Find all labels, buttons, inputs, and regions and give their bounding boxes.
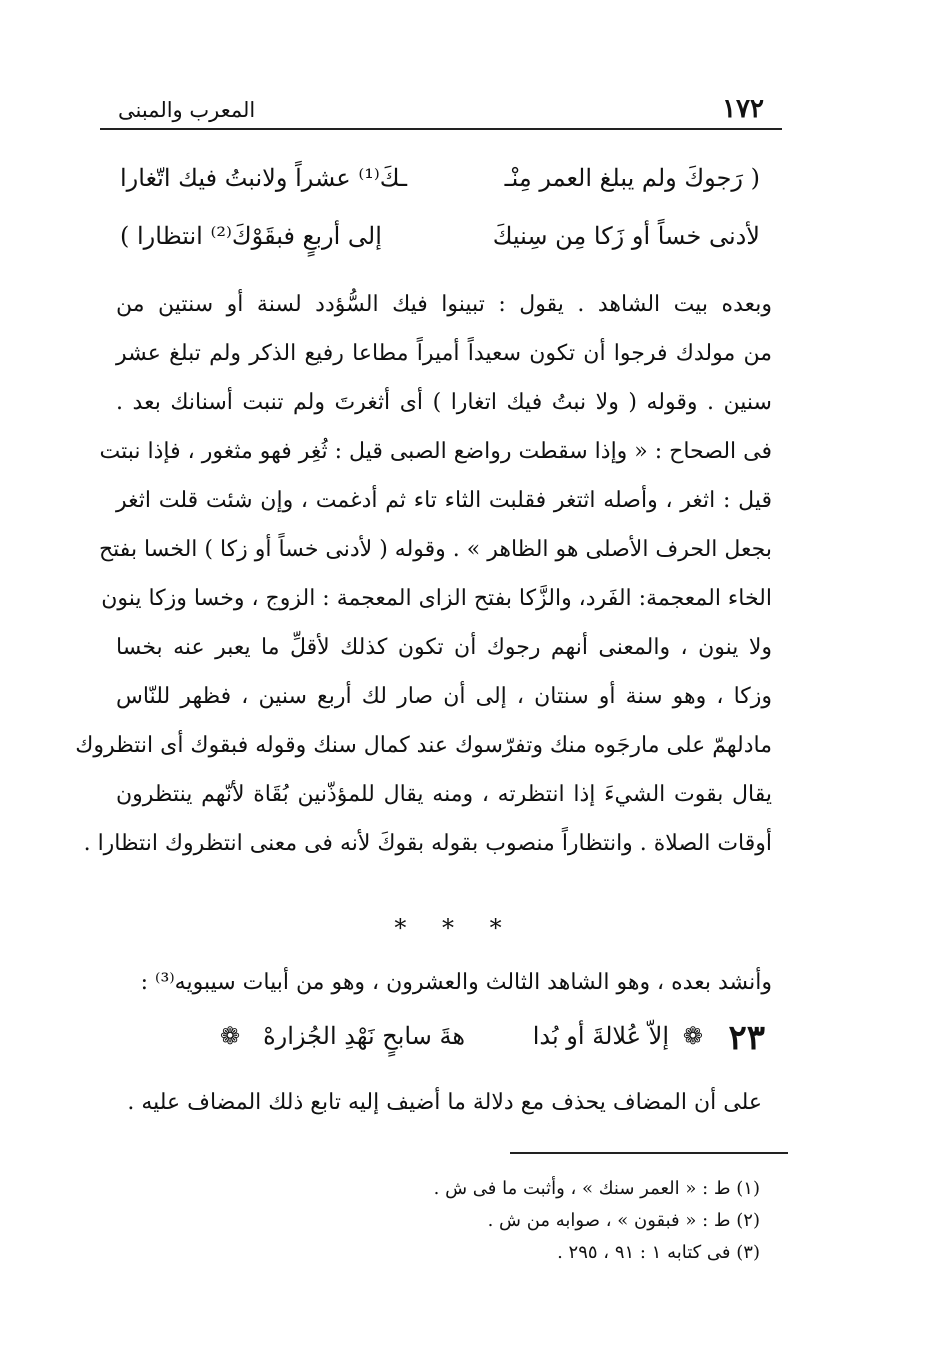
- footnote: (١) ط : « العمر سنك » ، وأثبت ما فى ش .: [433, 1178, 760, 1199]
- commentary-line: ولا ينون ، والمعنى أنهم رجوك أن تكون كذلك لأقلِّ ما يعبر عنه بخسا: [116, 635, 772, 660]
- footnote: (٢) ط : « فبقون » ، صوابه من ش .: [487, 1210, 760, 1231]
- commentary-line: يقال بقوت الشيءَ إذا انتظرته ، ومنه يقال للمؤذّنين بُقَاة لأنّهم ينتظرون: [116, 782, 772, 807]
- commentary-line: من مولدك فرجوا أن تكون سعيداً أميراً مطاعا رفيع الذكر ولم تبلغ عشر: [116, 341, 772, 366]
- commentary-line: الخاء المعجمة: الفَرد، والزَّكا بفتح الزاى المعجمة : الزوج ، وخسا وزكا ينون: [101, 586, 772, 611]
- page-header: [100, 92, 782, 128]
- verse-first-hemistich: ( رَجوكَ ولم يبلغ العمر مِنْـ: [504, 164, 760, 192]
- ornament-icon: ❁: [220, 1022, 241, 1050]
- commentary-line: بجعل الحرف الأصلى هو الظاهر » . وقوله ( لأدنى خساً أو زكا ) الخسا بفتح: [98, 537, 772, 562]
- section-separator: * * *: [394, 914, 516, 942]
- commentary-line: مادلهمّ على مارجَوه منك وتفرّسوك عند كمال سنك وقوله فبقوك أى انتظروك: [75, 733, 772, 758]
- verse-23: [220, 1018, 765, 1064]
- verse-second-hemistich: ـكَ⁽¹⁾ عشراً ولانبتُ فيك اتّغارا: [120, 164, 408, 192]
- commentary-line: وبعده بيت الشاهد . يقول : تبينوا فيك السُّؤدد لسنة أو سنتين من: [116, 292, 772, 317]
- running-title: المعرب والمبنى: [118, 98, 256, 122]
- verse-second-part: هةَ سابحٍ نَهْدِ الجُزارهْ: [263, 1022, 465, 1050]
- commentary-line: سنين . وقوله ( ولا نبتُ فيك اتغارا ) أى أثغرتَ ولم تنبت أسنانك بعد .: [116, 390, 772, 415]
- verse-second-hemistich: إلى أربعٍ فبقَوْكَ⁽²⁾ انتظارا ): [120, 222, 382, 250]
- closing-line: على أن المضاف يحذف مع دلالة ما أضيف إليه تابع ذلك المضاف عليه .: [127, 1090, 762, 1115]
- commentary-line: أوقات الصلاة . وانتظاراً منصوب بقوله بقوكَ لأنه فى معنى انتظروك انتظارا .: [83, 831, 772, 856]
- intro-line: وأنشد بعده ، وهو الشاهد الثالث والعشرون ، وهو من أبيات سيبويه⁽³⁾ :: [140, 970, 772, 995]
- footnote: (٣) فى كتابه ١ : ٩١ ، ٢٩٥ .: [557, 1242, 760, 1263]
- ornament-icon: ❁: [682, 1022, 703, 1050]
- page-number: ١٧٢: [722, 94, 764, 124]
- commentary-line: وزكا ، وهو سنة أو سنتان ، إلى أن صار لك أربع سنين ، فظهر للنّاس: [116, 684, 772, 709]
- verse-first-part: إلاّ عُلالةَ أو بُدا: [532, 1022, 669, 1050]
- verse-line: [120, 222, 760, 262]
- commentary-line: قيل : اثغر ، وأصله اثتغر فقلبت الثاء تاء ثم أدغمت ، وإن شئت قلت اثغر: [116, 488, 772, 513]
- footnote-rule: [510, 1152, 788, 1154]
- verse-number: ٢٣: [728, 1018, 765, 1058]
- commentary-line: فى الصحاح : « وإذا سقطت رواضع الصبى قيل : ثُغِر فهو مثغور ، فإذا نبتت: [99, 439, 772, 464]
- header-rule: [100, 128, 782, 130]
- verse-line: [120, 164, 760, 204]
- verse-first-hemistich: لأدنى خساً أو زَكا مِن سِنيكَ: [492, 222, 760, 250]
